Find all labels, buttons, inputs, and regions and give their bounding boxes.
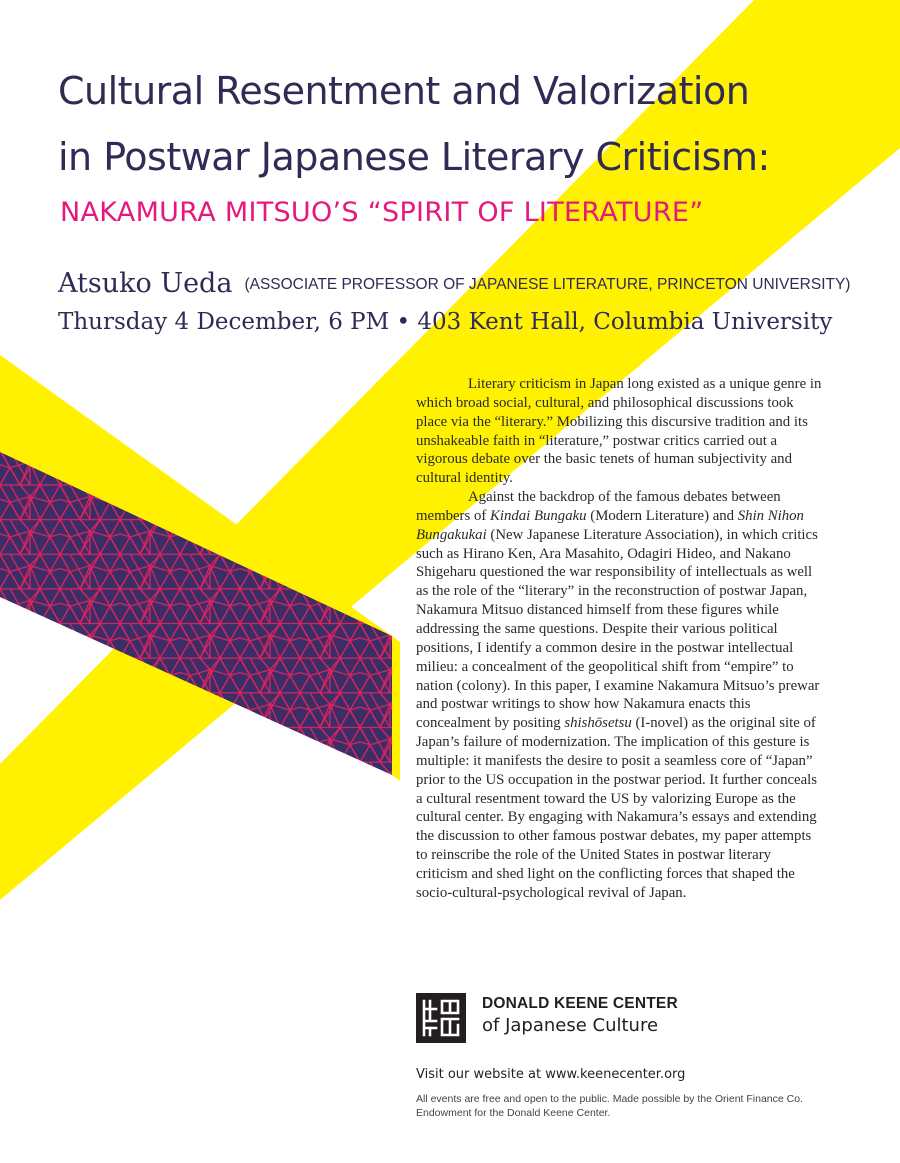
keene-center-seal-icon [416,993,466,1043]
speaker-name: Atsuko Ueda [58,268,233,299]
abstract-text: (I-novel) as the original site of Japan’s failure of modernization. The implication of this gesture is multiple: it manifests the desire to posit a seamless core of “Japan” prior to the US occupation in the postwar period. It further conceals a cultural resentment toward the US by valorizing Europe as the cultural center. By engaging with Nakamura’s essays and extending the discussion to other famous postwar debates, my paper attempts to reinscribe the role of the United States in postwar literary criticism and shed light on the conflicting forces that shaped the socio-cultural-psychological revival of Japan. [416,715,818,901]
footnote: All events are free and open to the public. Made possible by the Orient Finance Co. Endowment for the Donald Keene Center. [416,1093,803,1119]
term-shishosetsu: shishōsetsu [564,715,632,732]
keene-center-logo-text [482,995,678,1036]
abstract-paragraph-2 [416,488,824,903]
logo-line1: DONALD KEENE CENTER [482,995,678,1012]
yellow-band-lower-tail [392,636,400,781]
event-subtitle: NAKAMURA MITSUO’S “SPIRIT OF LITERATURE” [60,197,704,228]
abstract-text: (New Japanese Literature Association), in which critics such as Hirano Ken, Ara Masahito, Odagiri Hideo, and Nakano Shigeharu questioned the war responsibility of intellectuals as well as the role of the “literary” in the reconstruction of postwar Japan, Nakamura Mitsuo distanced himself from these figures while addressing the same questions. Despite their various political positions, I identify a common desire in the postwar intellectual milieu: a concealment of the geopolitical shift from “empire” to nation (colony). In this paper, I examine Nakamura Mitsuo’s prewar and postwar writings to show how Nakamura enacts this concealment by positing [416,526,820,732]
event-title [58,58,898,190]
abstract-text: Against the backdrop of the famous debates between members of [416,489,781,524]
event-details: Thursday 4 December, 6 PM • 403 Kent Hall, Columbia University [58,309,833,335]
event-title-line1: Cultural Resentment and Valorization [58,69,750,113]
journal-name-kindai-bungaku: Kindai Bungaku [489,507,587,524]
website-text: Visit our website at www.keenecenter.org [416,1067,686,1082]
speaker-affiliation: (ASSOCIATE PROFESSOR OF JAPANESE LITERATURE, PRINCETON UNIVERSITY) [244,276,851,293]
abstract [416,375,824,903]
association-name-shin-nihon-bungakukai: Shin Nihon Bungakukai [416,507,804,543]
abstract-paragraph-1: Literary criticism in Japan long existed as a unique genre in which broad social, cultural, and philosophical discussions took place via the “literary.” Mobilizing this discursive tradition and its unshakeable faith in “literature,” postwar critics carried out a vigorous debate over the basic tenets of human subjectivity and cultural identity. [416,376,822,487]
abstract-text: (Modern Literature) and [586,507,738,524]
event-title-line2: in Postwar Japanese Literary Criticism: [58,135,770,179]
logo-line2: of Japanese Culture [482,1015,659,1036]
speaker-line [58,268,850,299]
